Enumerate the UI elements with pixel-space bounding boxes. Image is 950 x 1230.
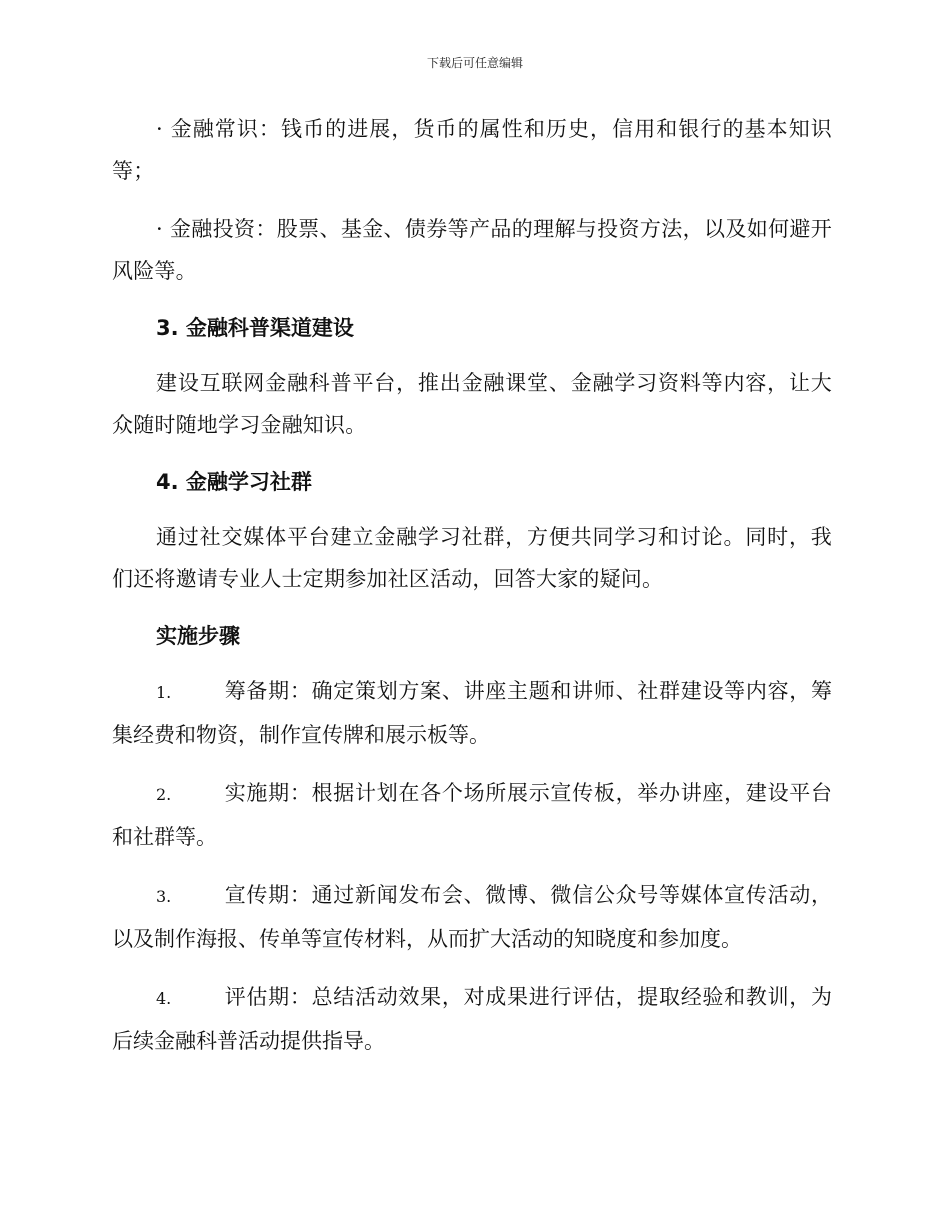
- document-body: [112, 108, 832, 1078]
- step-item: [112, 772, 832, 858]
- step-item: [112, 670, 832, 756]
- step-item: [112, 976, 832, 1062]
- paragraph-learning-community: 通过社交媒体平台建立金融学习社群，方便共同学习和讨论。同时，我们还将邀请专业人士定期参加社区活动，回答大家的疑问。: [112, 525, 832, 591]
- header-note: 下载后可任意编辑: [426, 56, 523, 70]
- step-number: 3.: [156, 887, 172, 906]
- step-text: 宣传期：通过新闻发布会、微博、微信公众号等媒体宣传活动，以及制作海报、传单等宣传材料，从而扩大活动的知晓度和参加度。: [112, 883, 832, 951]
- heading-channel-construction: 3. 金融科普渠道建设: [156, 316, 354, 340]
- step-number: 1.: [156, 683, 172, 702]
- step-item: [112, 874, 832, 960]
- step-number: 4.: [156, 989, 172, 1008]
- step-text: 筹备期：确定策划方案、讲座主题和讲师、社群建设等内容，筹集经费和物资，制作宣传牌和展示板等。: [112, 679, 832, 747]
- heading-learning-community: 4. 金融学习社群: [156, 470, 312, 494]
- step-text: 评估期：总结活动效果，对成果进行评估，提取经验和教训，为后续金融科普活动提供指导。: [112, 985, 832, 1053]
- heading-implementation-steps: 实施步骤: [156, 624, 240, 648]
- paragraph-finance-basics: · 金融常识：钱币的进展，货币的属性和历史，信用和银行的基本知识等；: [112, 117, 832, 183]
- step-text: 实施期：根据计划在各个场所展示宣传板，举办讲座，建设平台和社群等。: [112, 781, 832, 849]
- step-number: 2.: [156, 785, 172, 804]
- paragraph-channel-construction: 建设互联网金融科普平台，推出金融课堂、金融学习资料等内容，让大众随时随地学习金融知识。: [112, 371, 832, 437]
- paragraph-finance-investment: · 金融投资：股票、基金、债券等产品的理解与投资方法，以及如何避开风险等。: [112, 217, 832, 283]
